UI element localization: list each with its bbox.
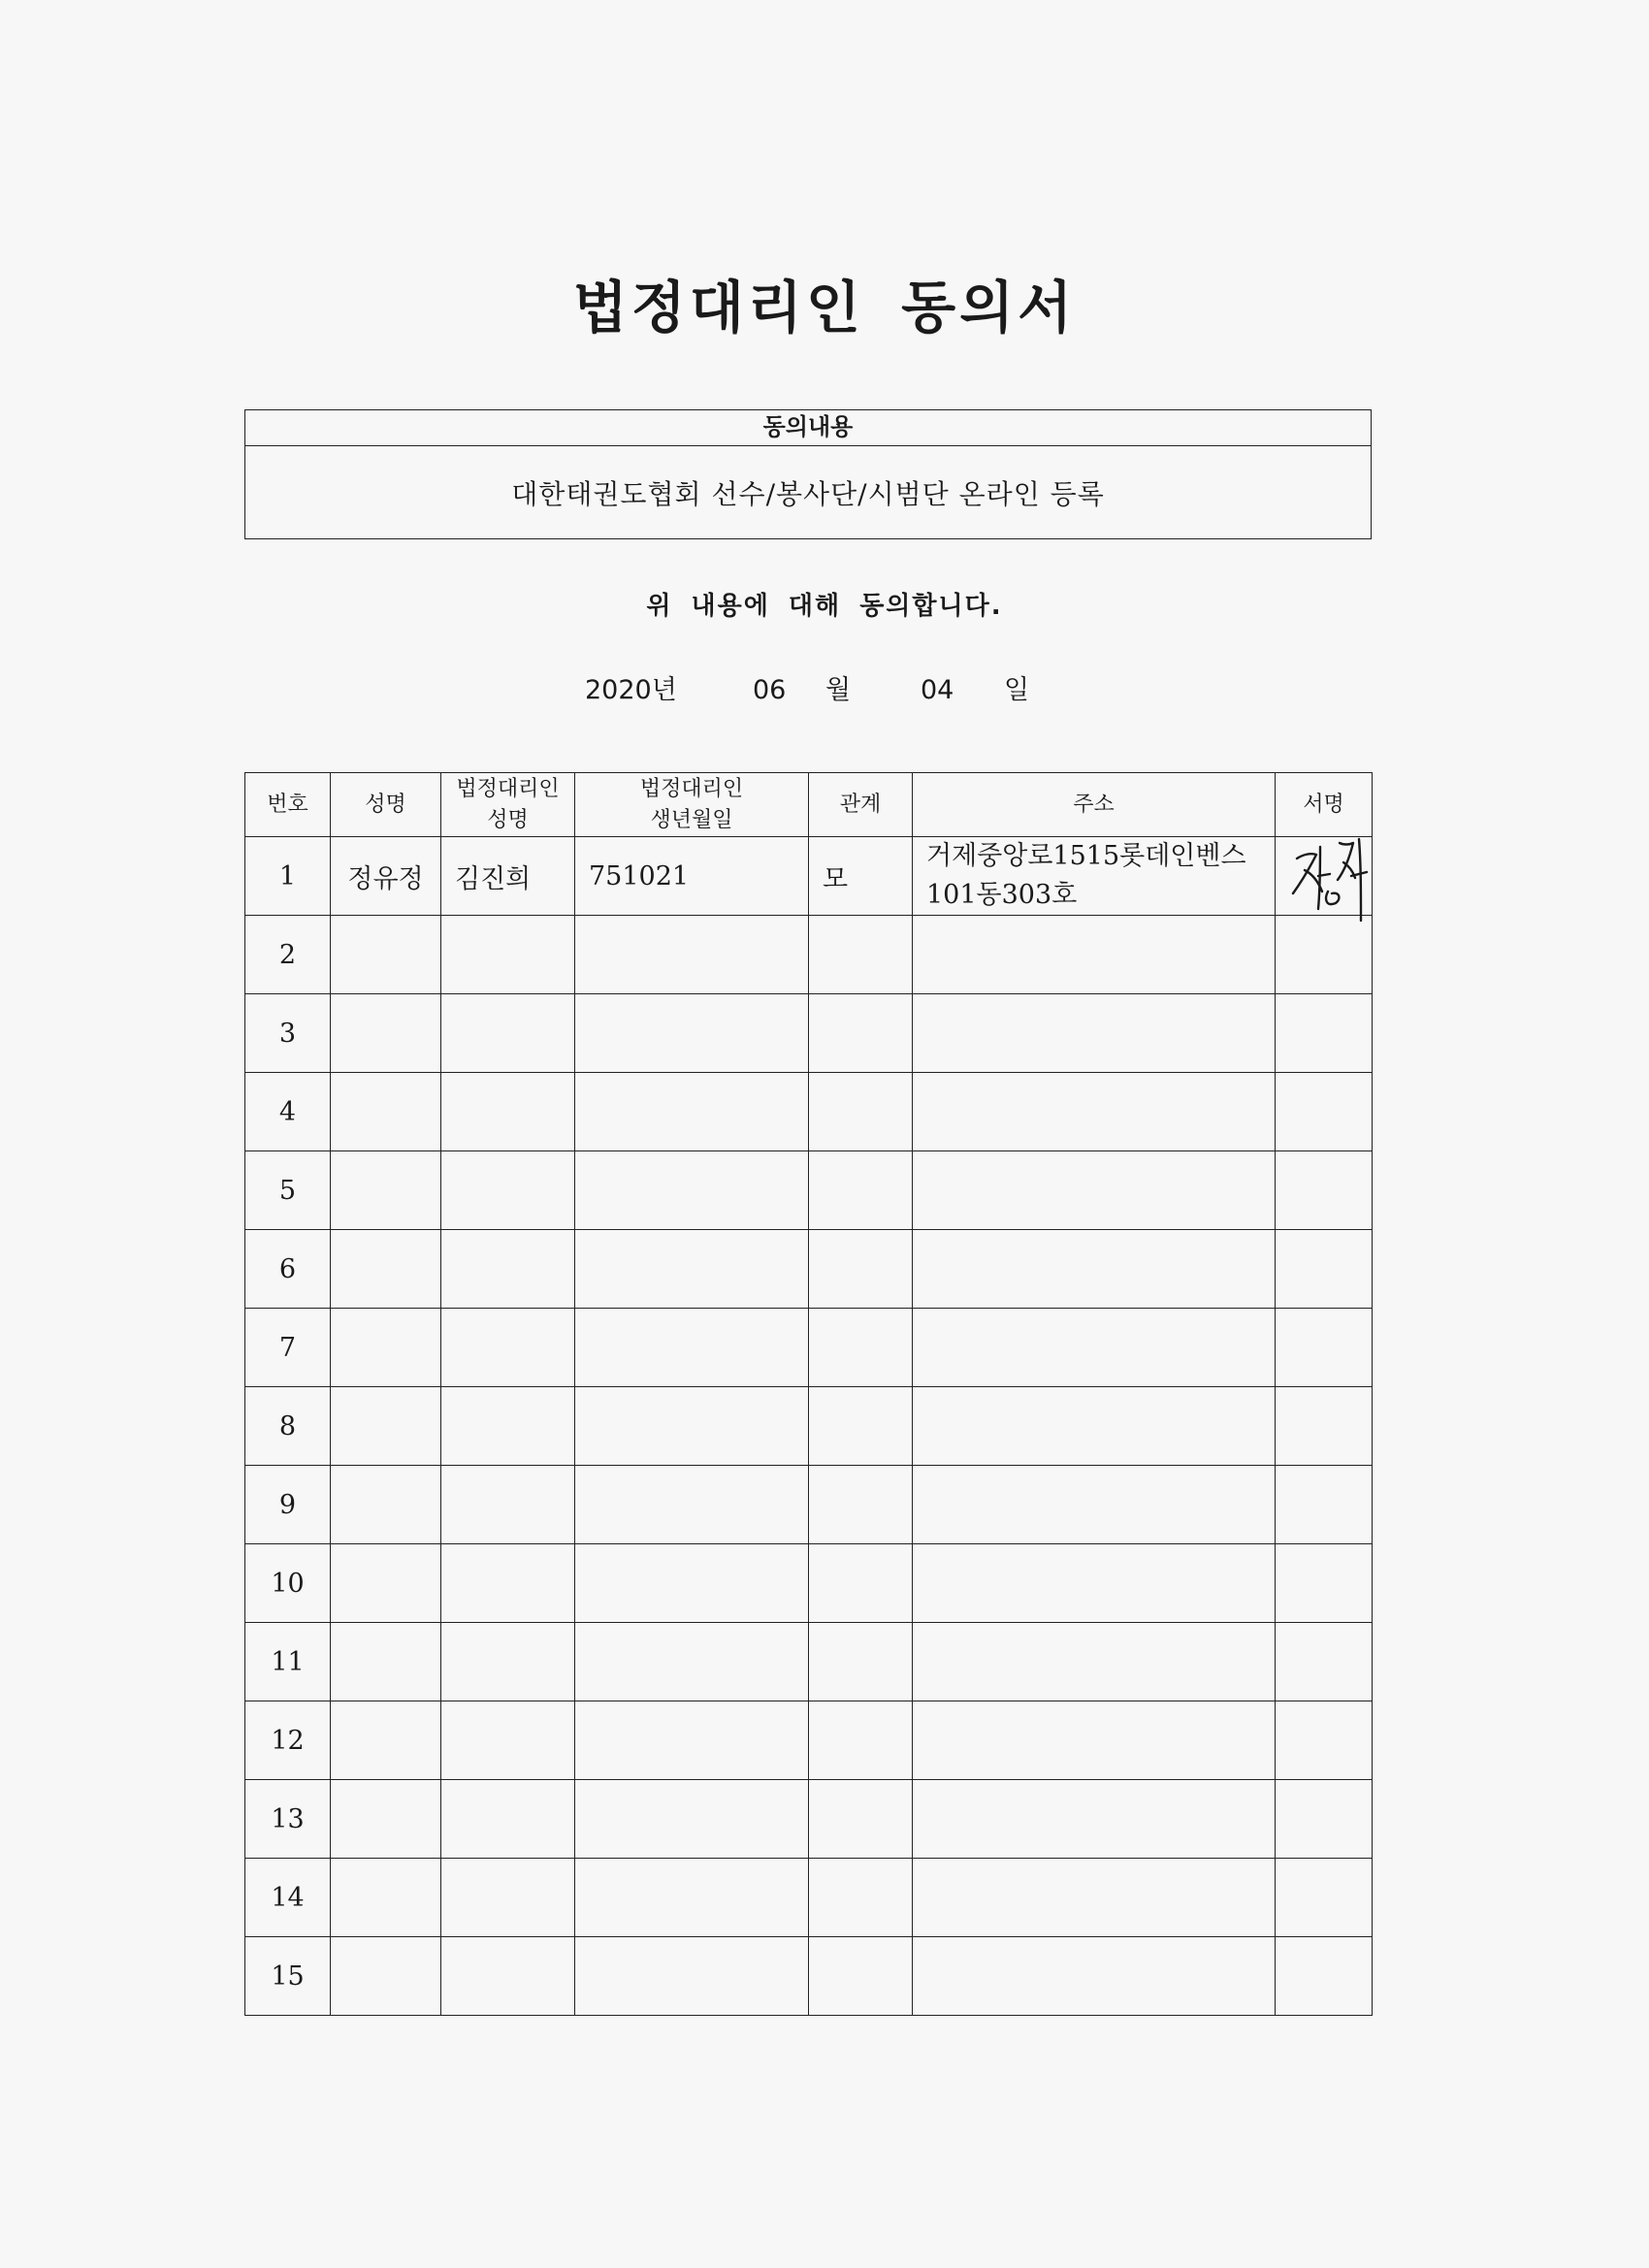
cell-no: 13 <box>245 1780 331 1859</box>
cell-address-line2: 101동303호 <box>926 880 1078 910</box>
header-no: 번호 <box>245 773 331 837</box>
cell-address <box>913 837 1276 916</box>
table-row <box>245 1623 1373 1701</box>
cell-no: 15 <box>245 1937 331 2016</box>
cell-no: 3 <box>245 994 331 1073</box>
table-row <box>245 916 1373 994</box>
consent-content: 대한태권도협회 선수/봉사단/시범단 온라인 등록 <box>511 477 1105 510</box>
header-guardian-birth-line2: 생년월일 <box>650 807 733 832</box>
table-row <box>245 1387 1373 1466</box>
cell-guardian-name: 김진희 <box>441 837 575 916</box>
table-row <box>245 837 1373 916</box>
consent-box <box>244 409 1372 539</box>
header-guardian-name-line2: 성명 <box>487 807 529 832</box>
table-row <box>245 1544 1373 1623</box>
header-guardian-birth <box>575 773 809 837</box>
table-row <box>245 1073 1373 1151</box>
header-guardian-name-line1: 법정대리인 <box>456 776 560 801</box>
cell-relation: 모 <box>809 837 913 916</box>
cell-no: 7 <box>245 1309 331 1387</box>
table-row <box>245 1151 1373 1230</box>
cell-no: 9 <box>245 1466 331 1544</box>
registration-table <box>244 772 1373 2016</box>
header-guardian-name <box>441 773 575 837</box>
date-day-unit: 일 <box>1004 675 1030 705</box>
consent-header: 동의내용 <box>245 410 1371 446</box>
cell-no: 8 <box>245 1387 331 1466</box>
cell-no: 1 <box>245 837 331 916</box>
cell-no: 2 <box>245 916 331 994</box>
table-header-row <box>245 773 1373 837</box>
table-row <box>245 1309 1373 1387</box>
table-row <box>245 1230 1373 1309</box>
cell-address-line1: 거제중앙로1515롯데인벤스 <box>926 841 1246 871</box>
cell-no: 12 <box>245 1701 331 1780</box>
cell-no: 5 <box>245 1151 331 1230</box>
header-address: 주소 <box>913 773 1276 837</box>
date-day: 04 <box>921 675 954 705</box>
date-month-unit: 월 <box>825 675 852 705</box>
table-row <box>245 1859 1373 1937</box>
cell-name: 정유정 <box>331 837 441 916</box>
agree-statement: 위 내용에 대해 동의합니다. <box>646 592 1003 621</box>
cell-signature <box>1276 837 1373 916</box>
date-year: 2020년 <box>585 675 677 705</box>
header-relation: 관계 <box>809 773 913 837</box>
table-row <box>245 1780 1373 1859</box>
header-signature: 서명 <box>1276 773 1373 837</box>
table-row <box>245 1937 1373 2016</box>
table-row <box>245 1701 1373 1780</box>
header-guardian-birth-line1: 법정대리인 <box>639 776 744 801</box>
cell-no: 14 <box>245 1859 331 1937</box>
cell-no: 11 <box>245 1623 331 1701</box>
table-row <box>245 994 1373 1073</box>
handwritten-signature <box>1283 833 1371 926</box>
cell-no: 6 <box>245 1230 331 1309</box>
header-name: 성명 <box>331 773 441 837</box>
table-row <box>245 1466 1373 1544</box>
date-month: 06 <box>753 675 787 705</box>
cell-no: 10 <box>245 1544 331 1623</box>
cell-no: 4 <box>245 1073 331 1151</box>
cell-guardian-birth: 751021 <box>575 837 809 916</box>
page-title: 법정대리인 동의서 <box>572 275 1077 340</box>
